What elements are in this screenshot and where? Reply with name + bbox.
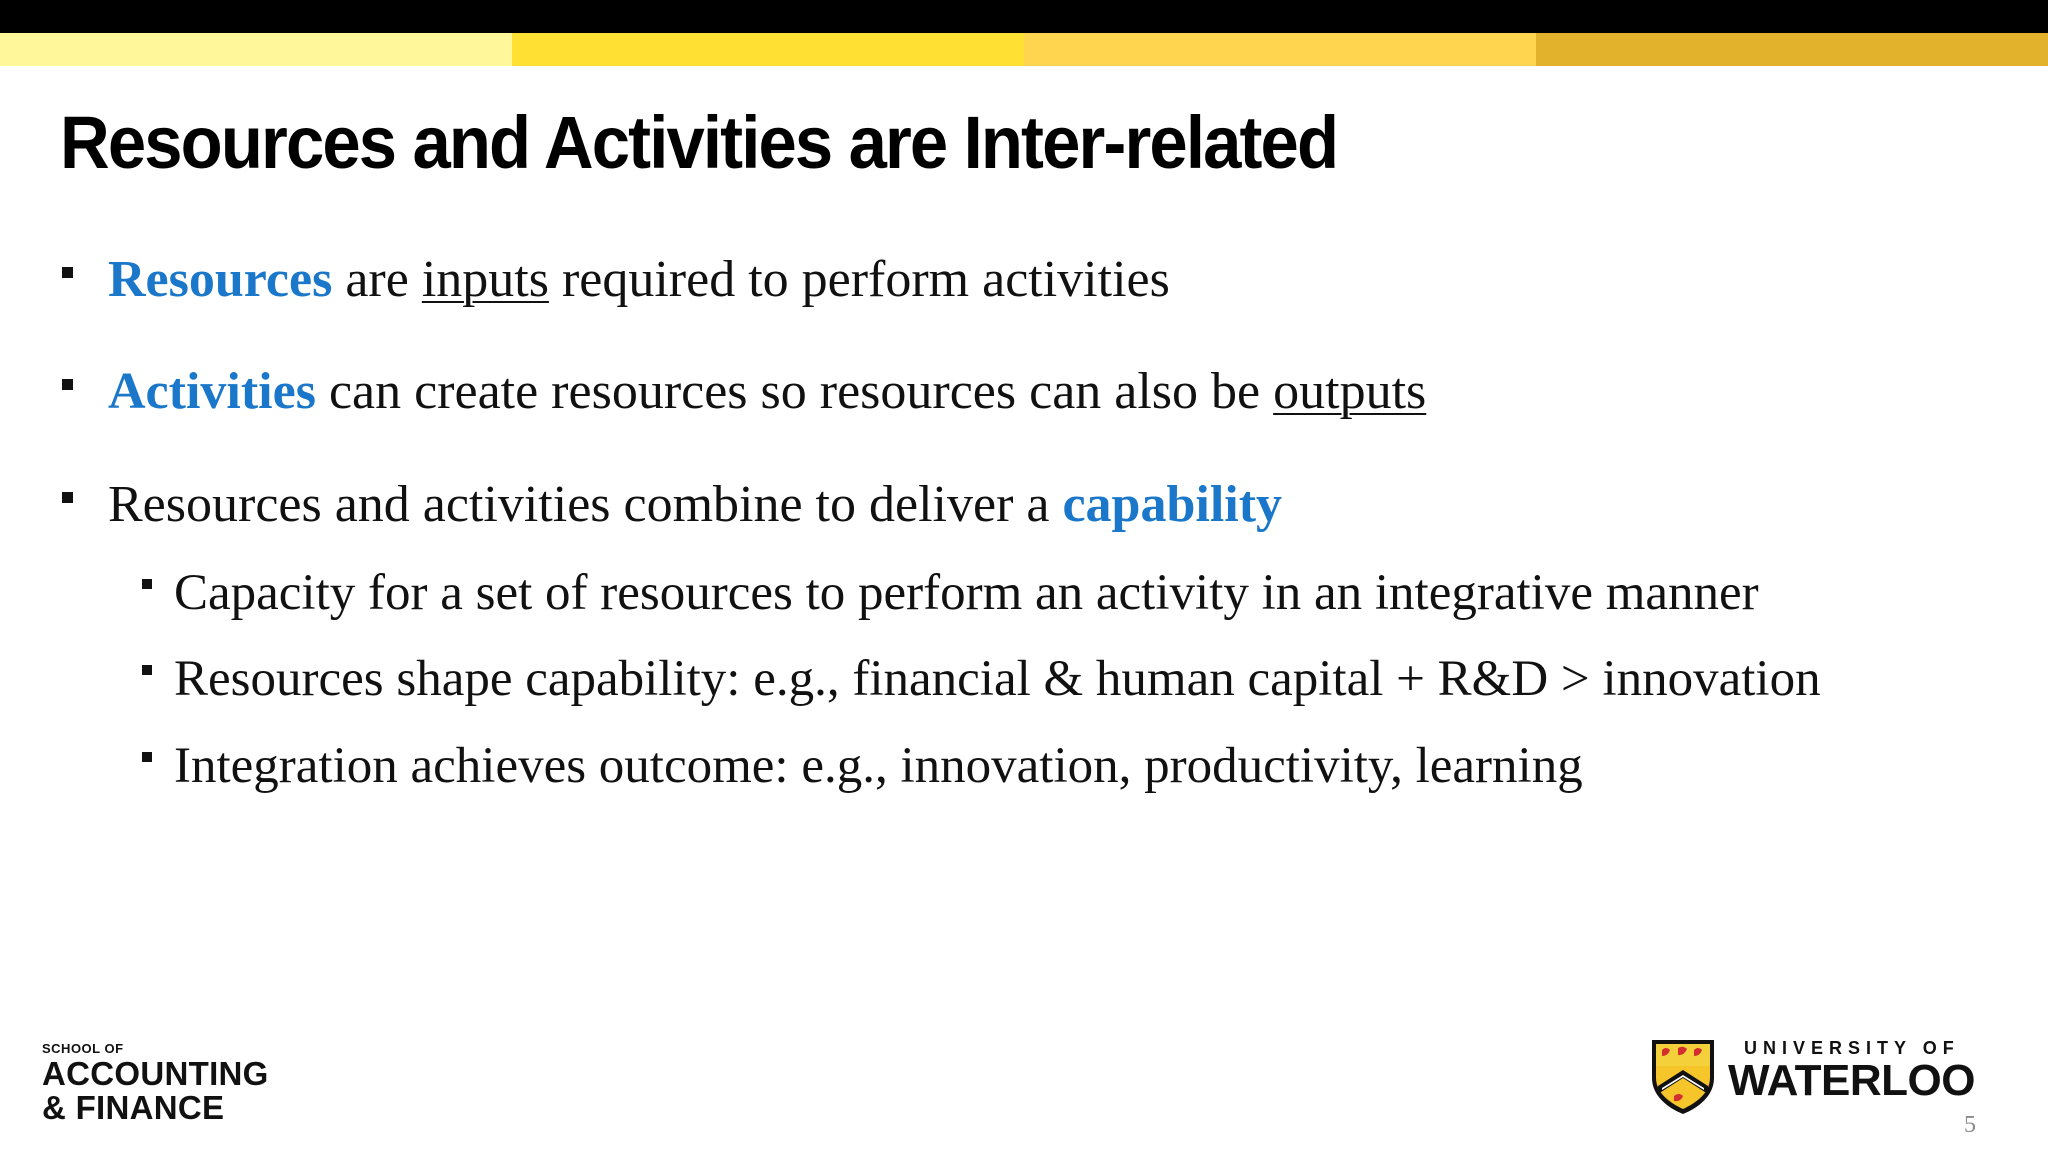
bullet-text: are [332,251,422,308]
university-logo-line1: UNIVERSITY OF [1744,1038,1960,1058]
bullet-marker [142,579,152,589]
bullet-marker [62,379,73,390]
bullet-marker [142,752,152,762]
bullet-marker [142,665,152,675]
bullet-text: Resources shape capability: e.g., financial & human capital + R&D > innovation [174,651,1821,707]
underlined-term: inputs [421,251,549,308]
bullet-item [108,245,1170,315]
bullet-text: Capacity for a set of resources to perform an activity in an integrative manner [174,565,1759,621]
color-band-segment [512,33,1024,66]
underlined-term: outputs [1273,363,1427,420]
header-color-band [0,33,2048,66]
slide-title: Resources and Activities are Inter-related [60,101,1338,184]
sub-bullet-item [174,560,1759,626]
school-logo [42,1041,269,1125]
color-band-segment [1024,33,1536,66]
top-black-bar [0,0,2048,33]
page-number: 5 [1964,1112,1976,1138]
highlighted-term: Activities [108,363,316,420]
bullet-marker [62,492,73,503]
university-logo [1648,1036,1988,1116]
bullet-item [108,357,1426,427]
highlighted-term: Resources [108,251,333,308]
highlighted-term: capability [1062,476,1283,533]
bullet-item [108,470,1282,540]
university-logo-line2: WATERLOO [1728,1056,1975,1105]
bullet-text: Resources and activities combine to deliver a [108,476,1063,533]
bullet-marker [62,267,73,278]
bullet-text: Integration achieves outcome: e.g., innovation, productivity, learning [174,738,1583,794]
sub-bullet-item [174,646,1821,712]
bullet-text: required to perform activities [548,251,1170,308]
school-logo-line2: ACCOUNTING [42,1055,269,1092]
sub-bullet-item [174,733,1583,799]
school-logo-line1: SCHOOL OF [42,1041,124,1056]
bullet-text: can create resources so resources can also be [315,363,1274,420]
color-band-segment [1536,33,2048,66]
school-logo-line3: & FINANCE [42,1089,225,1126]
waterloo-crest-icon [1648,1036,1718,1116]
color-band-segment [0,33,512,66]
